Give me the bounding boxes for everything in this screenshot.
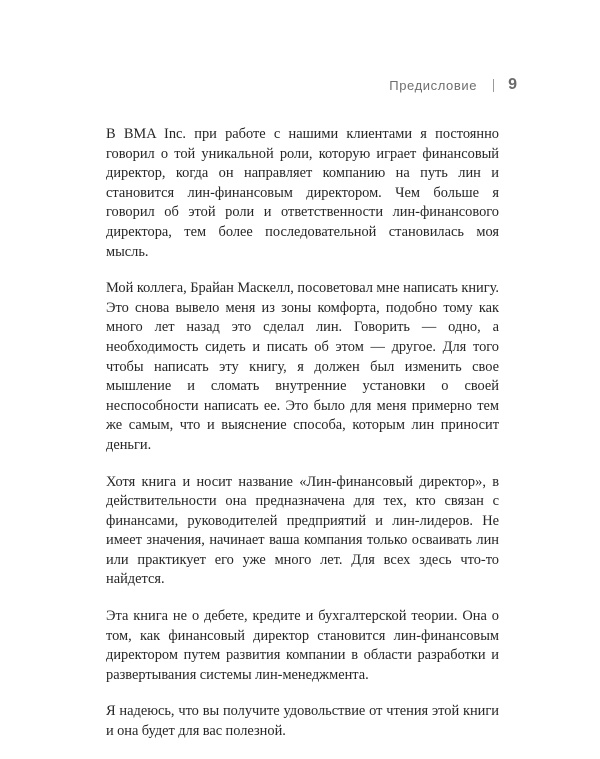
paragraph: Мой коллега, Брайан Маскелл, посоветовал мне написать книгу. Это снова вывело меня из зоны комфорта, подобно тому как много лет назад это сделал лин. Говорить — одно, а необходимость сидеть и писать об этом — другое. Для того чтобы написать эту книгу, я должен был изменить свое мышление и сломать внутренние установки о своей неспособности написать ее. Это было для меня примерно тем же самым, что и выяснение способа, которым лин приносит деньги.	[106, 280, 499, 453]
paragraph: Эта книга не о дебете, кредите и бухгалтерской теории. Она о том, как финансовый директор становится лин-финансовым директором путем развития компании в области разработки и развертывания системы лин-менеджмента.	[106, 608, 499, 683]
paragraph: Я надеюсь, что вы получите удовольствие от чтения этой книги и она будет для вас полезной.	[106, 703, 499, 740]
paragraph: Хотя книга и носит название «Лин-финансовый директор», в действительности она предназначена для тех, кто связан с финансами, руководителей предприятий и лин-лидеров. Не имеет значения, начинает ваша компания только осваивать лин или практикует его уже много лет. Для всех здесь что-то найдется.	[106, 473, 499, 588]
body-text	[106, 125, 499, 759]
running-head	[389, 76, 517, 94]
section-title: Предисловие	[389, 77, 478, 93]
page-number: 9	[508, 76, 517, 93]
header-divider	[493, 79, 494, 92]
paragraph: В BMA Inc. при работе с нашими клиентами я постоянно говорил о той уникальной роли, которую играет финансовый директор, когда он направляет компанию на путь лин и становится лин-финансовым директором. Чем больше я говорил об этой роли и ответственности лин-финансового директора, тем более последовательной становилась моя мысль.	[106, 126, 499, 260]
